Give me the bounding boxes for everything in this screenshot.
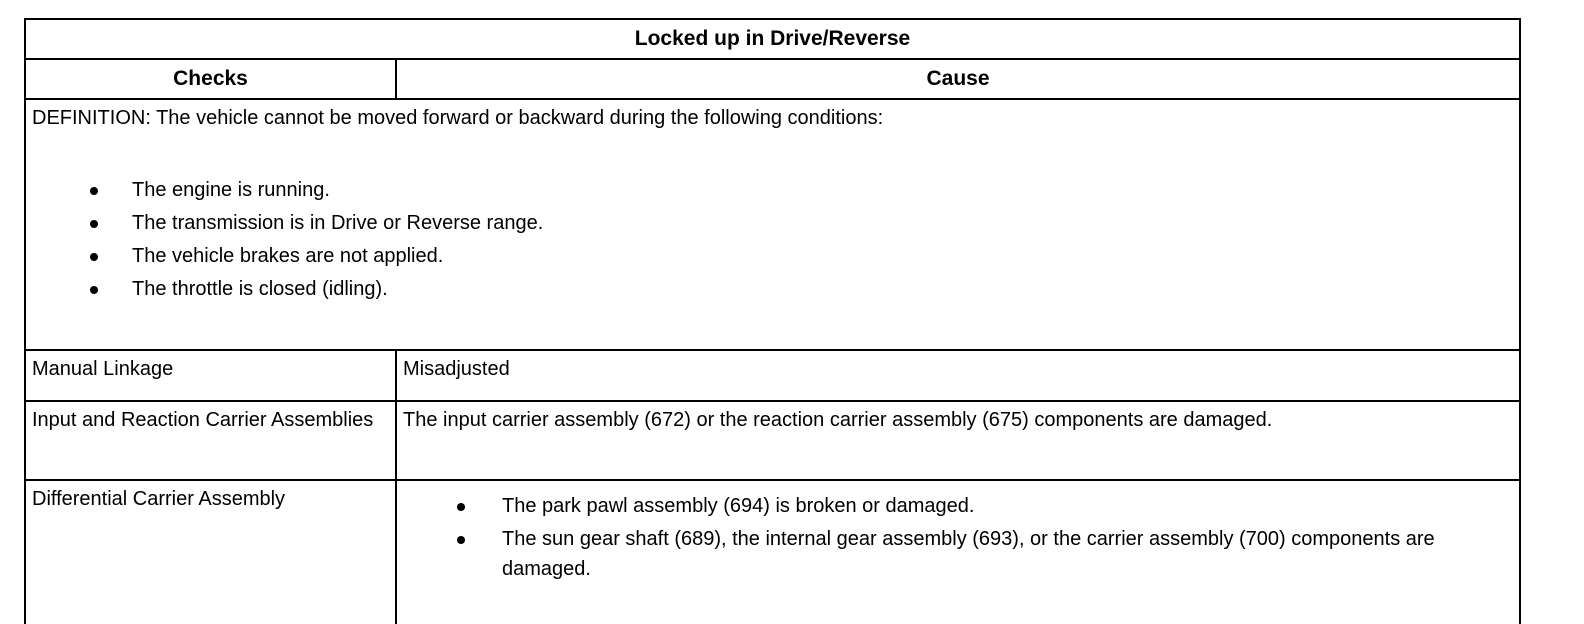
cause-list (403, 491, 1513, 584)
definition-text: DEFINITION: The vehicle cannot be moved forward or backward during the following conditions: (32, 107, 884, 129)
check-cell: Manual Linkage (25, 350, 396, 401)
column-header-cause: Cause (396, 59, 1520, 99)
condition-item: The engine is running. (32, 174, 1519, 207)
cause-item: The sun gear shaft (689), the internal gear assembly (693), or the carrier assembly (700) components are damaged. (403, 524, 1513, 584)
table-row (25, 401, 1520, 480)
check-cell: Input and Reaction Carrier Assemblies (25, 401, 396, 480)
cause-item: The park pawl assembly (694) is broken or damaged. (403, 491, 1513, 521)
condition-item: The throttle is closed (idling). (32, 273, 1519, 306)
cause-cell: The input carrier assembly (672) or the reaction carrier assembly (675) components are damaged. (396, 401, 1520, 480)
condition-item: The transmission is in Drive or Reverse range. (32, 207, 1519, 240)
table-row (25, 350, 1520, 401)
condition-item: The vehicle brakes are not applied. (32, 240, 1519, 273)
condition-list (32, 174, 1519, 306)
table-title: Locked up in Drive/Reverse (25, 19, 1520, 59)
definition-cell (25, 99, 1520, 350)
cause-cell: Misadjusted (396, 350, 1520, 401)
column-header-checks: Checks (25, 59, 396, 99)
table-row (25, 480, 1520, 624)
cause-cell (396, 480, 1520, 624)
diagnostic-table (24, 18, 1521, 624)
check-cell: Differential Carrier Assembly (25, 480, 396, 624)
